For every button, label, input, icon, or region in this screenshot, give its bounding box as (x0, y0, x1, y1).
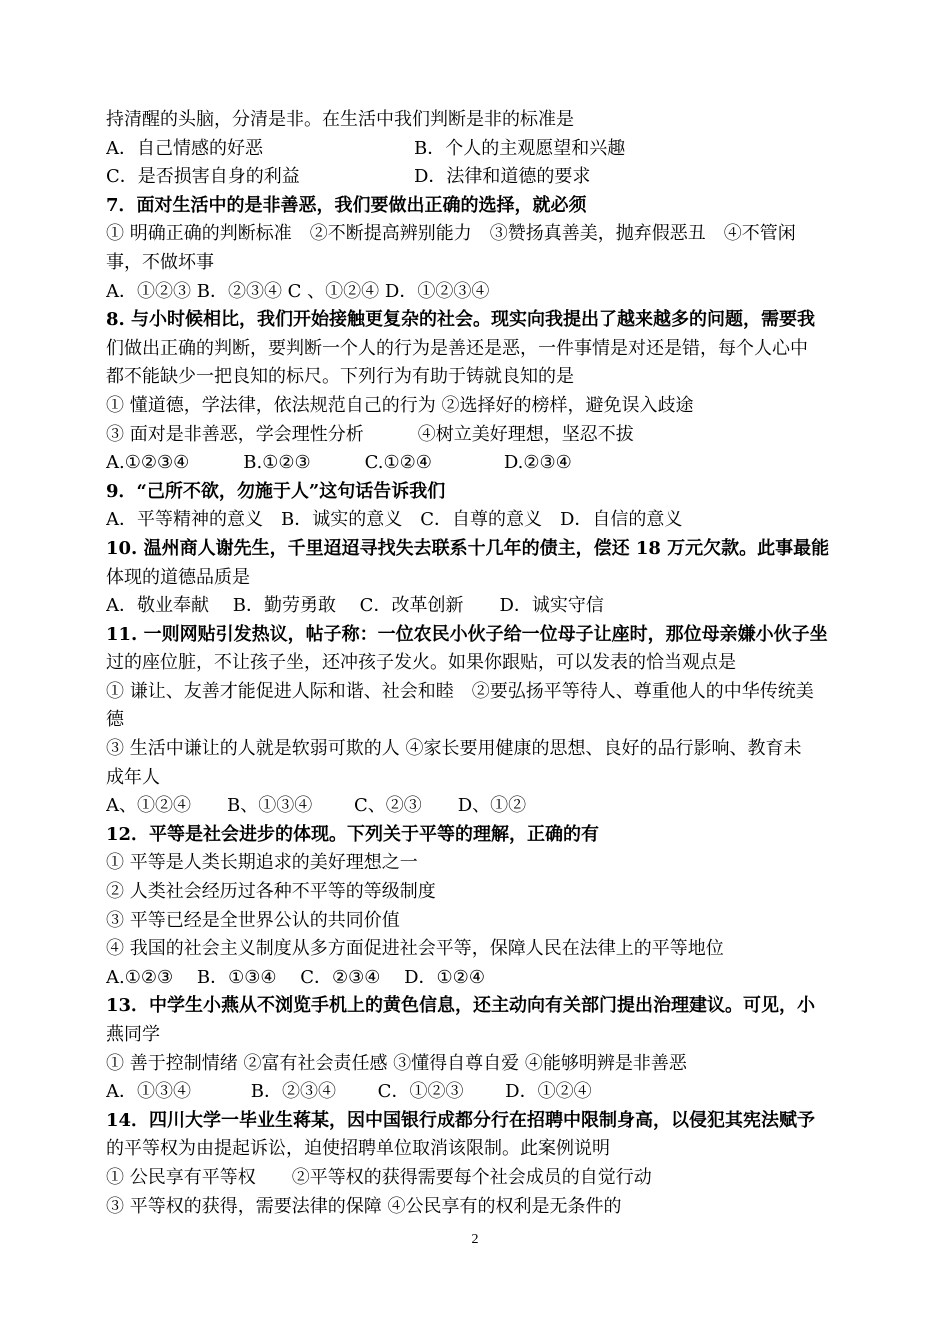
question-10: 10. 温州商人谢先生，千里迢迢寻找失去联系十几年的债主，偿还 18 万元欠款。此事最能 (106, 537, 830, 559)
text-line: 燕同学 (106, 1024, 160, 1045)
text-line: ③ 生活中谦让的人就是软弱可欺的人 ④家长要用健康的思想、良好的品行影响、教育未 (106, 738, 802, 760)
option-a: A．自己情感的好恶 (106, 137, 263, 159)
text-line: ① 懂道德，学法律，依法规范自己的行为 ②选择好的榜样，避免误入歧途 (106, 394, 694, 416)
question-8: 8. 与小时候相比，我们开始接触更复杂的社会。现实向我提出了越来越多的问题，需要我 (106, 309, 816, 331)
text-line: ① 公民享有平等权 ②平等权的获得需要每个社会成员的自觉行动 (106, 1166, 652, 1188)
text-line: 们做出正确的判断，要判断一个人的行为是善还是恶，一件事情是对还是错，每个人心中 (106, 337, 808, 359)
option-b: B．个人的主观愿望和兴趣 (414, 137, 626, 159)
answer-options: A．①②③ B．②③④ C 、①②④ D．①②③④ (106, 280, 490, 302)
text-line: ③ 平等权的获得，需要法律的保障 ④公民享有的权利是无条件的 (106, 1195, 622, 1217)
text-line: 的平等权为由提起诉讼，迫使招聘单位取消该限制。此案例说明 (106, 1138, 610, 1160)
text-line: ③ 平等已经是全世界公认的共同价值 (106, 909, 400, 931)
text-line: ③ 面对是非善恶，学会理性分析 ④树立美好理想，坚忍不拔 (106, 423, 634, 445)
text-line: 成年人 (106, 766, 160, 788)
text-line: 都不能缺少一把良知的标尺。下列行为有助于铸就良知的是 (106, 366, 574, 388)
text-line: ① 明确正确的判断标准 ②不断提高辨别能力 ③赞扬真善美，抛弃假恶丑 ④不管闲 (106, 223, 796, 245)
answer-options: A．①③④ B．②③④ C．①②③ D．①②④ (106, 1081, 592, 1103)
text-line: 持清醒的头脑，分清是非。在生活中我们判断是非的标准是 (106, 109, 574, 130)
question-13: 13．中学生小燕从不浏览手机上的黄色信息，还主动向有关部门提出治理建议。可见，小 (106, 995, 816, 1017)
answer-options: A.①②③④ B.①②③ C.①②④ D.②③④ (106, 452, 572, 474)
options-row (106, 135, 850, 164)
question-14: 14．四川大学一毕业生蒋某，因中国银行成都分行在招聘中限制身高，以侵犯其宪法赋予 (106, 1109, 816, 1131)
option-c: C．是否损害自身的利益 (106, 166, 300, 188)
options-row (106, 163, 850, 192)
text-line: 德 (106, 709, 124, 731)
answer-options: A．敬业奉献 B．勤劳勇敢 C．改革创新 D．诚实守信 (106, 595, 604, 617)
text-line: 过的座位脏，不让孩子坐，还冲孩子发火。如果你跟贴，可以发表的恰当观点是 (106, 652, 736, 674)
question-7: 7．面对生活中的是非善恶，我们要做出正确的选择，就必须 (106, 194, 587, 216)
question-11: 11. 一则网贴引发热议，帖子称：一位农民小伙子给一位母子让座时，那位母亲嫌小伙子坐 (106, 623, 828, 645)
text-line: 体现的道德品质是 (106, 566, 250, 588)
text-line: ④ 我国的社会主义制度从多方面促进社会平等，保障人民在法律上的平等地位 (106, 938, 724, 960)
text-line: ① 谦让、友善才能促进人际和谐、社会和睦 ②要弘扬平等待人、尊重他人的中华传统美 (106, 680, 814, 702)
text-line: 事，不做坏事 (106, 251, 214, 273)
answer-options: A、①②④ B、①③④ C、②③ D、①② (106, 795, 527, 817)
question-12: 12．平等是社会进步的体现。下列关于平等的理解，正确的有 (106, 823, 600, 845)
text-line: ① 平等是人类长期追求的美好理想之一 (106, 852, 418, 874)
text-line: ② 人类社会经历过各种不平等的等级制度 (106, 881, 436, 903)
answer-options: A.①②③ B．①③④ C．②③④ D．①②④ (106, 966, 485, 988)
page-number: 2 (471, 1232, 479, 1247)
question-9: 9．“己所不欲，勿施于人”这句话告诉我们 (106, 480, 446, 502)
option-d: D．法律和道德的要求 (414, 166, 591, 188)
answer-options: A．平等精神的意义 B．诚实的意义 C．自尊的意义 D．自信的意义 (106, 509, 683, 531)
document-body (106, 106, 850, 1221)
text-line: ① 善于控制情绪 ②富有社会责任感 ③懂得自尊自爱 ④能够明辨是非善恶 (106, 1052, 687, 1074)
